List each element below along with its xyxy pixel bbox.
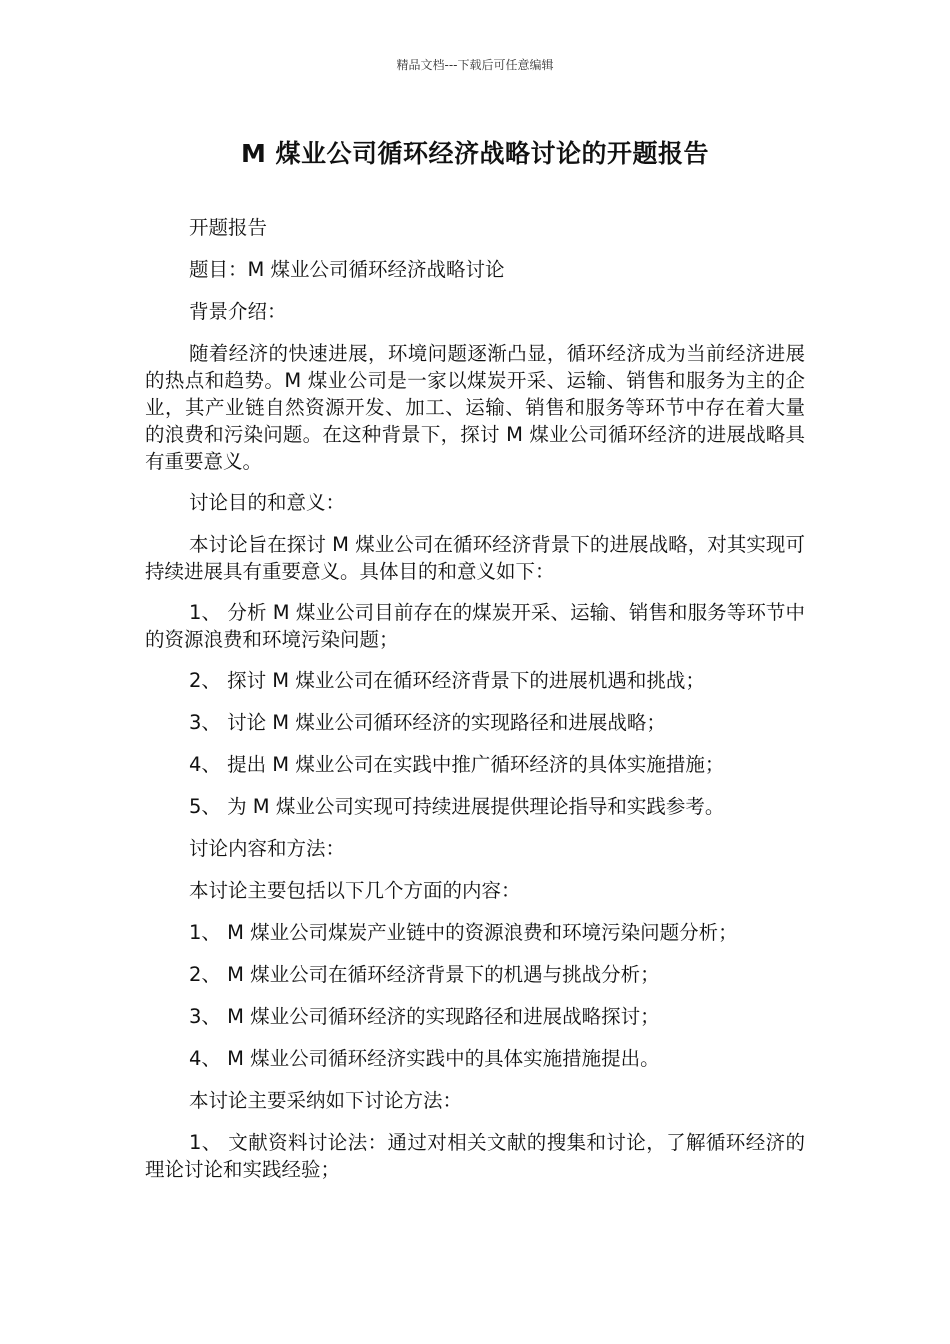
list-item-content-2: 2、 M 煤业公司在循环经济背景下的机遇与挑战分析； [189, 963, 660, 986]
list-item-purpose-4: 4、 提出 M 煤业公司在实践中推广循环经济的具体实施措施； [189, 753, 725, 776]
list-item-content-3: 3、 M 煤业公司循环经济的实现路径和进展战略探讨； [189, 1005, 660, 1028]
paragraph-background-body: 随着经济的快速进展，环境问题逐渐凸显，循环经济成为当前经济进展的热点和趋势。M 煤业公司是一家以煤炭开采、运输、销售和服务为主的企业，其产业链自然资源开发、加工、运输、销售和服务等环节中存在着大量的浪费和污染问题。在这种背景下，探讨 M 煤业公司循环经济的进展战略具有重要意义。 [145, 342, 805, 473]
paragraph-background-heading: 背景介绍： [189, 300, 287, 323]
document-title: M 煤业公司循环经济战略讨论的开题报告 [240, 139, 710, 168]
paragraph-content-heading: 讨论内容和方法： [189, 837, 346, 860]
paragraph-method-intro: 本讨论主要采纳如下讨论方法： [189, 1089, 463, 1112]
list-item-purpose-2: 2、 探讨 M 煤业公司在循环经济背景下的进展机遇和挑战； [189, 669, 705, 692]
list-item-content-4: 4、 M 煤业公司循环经济实践中的具体实施措施提出。 [189, 1047, 660, 1070]
paragraph-purpose-body: 本讨论旨在探讨 M 煤业公司在循环经济背景下的进展战略，对其实现可持续进展具有重要意义。具体目的和意义如下： [145, 533, 805, 583]
document-body [145, 214, 805, 1197]
paragraph-content-intro: 本讨论主要包括以下几个方面的内容： [189, 879, 521, 902]
page-header: 精品文档---下载后可任意编辑 [396, 58, 554, 72]
list-item-purpose-3: 3、 讨论 M 煤业公司循环经济的实现路径和进展战略； [189, 711, 666, 734]
list-item-purpose-5: 5、 为 M 煤业公司实现可持续进展提供理论指导和实践参考。 [189, 795, 725, 818]
list-item-method-1: 1、 文献资料讨论法：通过对相关文献的搜集和讨论，了解循环经济的理论讨论和实践经验； [145, 1131, 805, 1181]
paragraph-topic: 题目：M 煤业公司循环经济战略讨论 [189, 258, 505, 281]
list-item-purpose-1: 1、 分析 M 煤业公司目前存在的煤炭开采、运输、销售和服务等环节中的资源浪费和环境污染问题； [145, 601, 805, 651]
paragraph-report-label: 开题报告 [189, 216, 268, 239]
paragraph-purpose-heading: 讨论目的和意义： [189, 491, 346, 514]
list-item-content-1: 1、 M 煤业公司煤炭产业链中的资源浪费和环境污染问题分析； [189, 921, 738, 944]
